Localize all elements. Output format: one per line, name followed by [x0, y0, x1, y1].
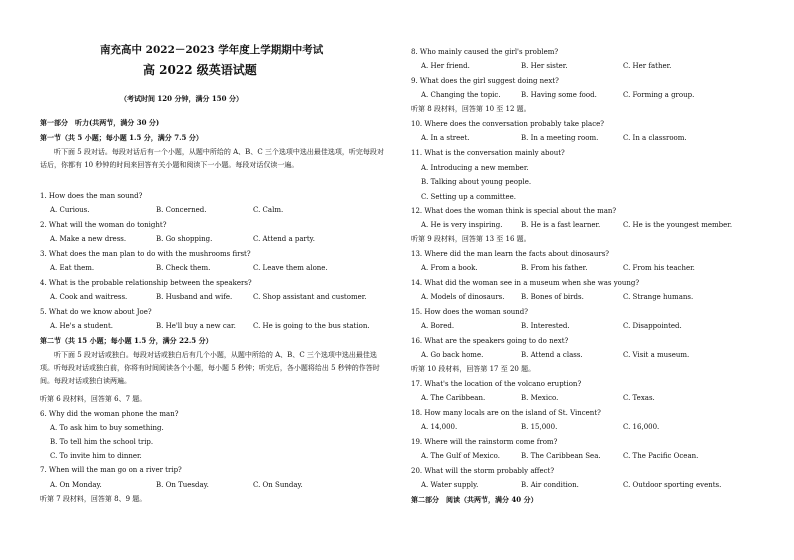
question-19: 19. Where will the rainstorm come from?: [411, 438, 558, 446]
q2-option-c: C. Attend a party.: [253, 235, 315, 243]
q2-option-a: A. Make a new dress.: [50, 235, 127, 243]
q17-option-c: C. Texas.: [623, 394, 655, 402]
question-5: 5. What do we know about Joe?: [40, 308, 152, 316]
q9-option-b: B. Having some food.: [521, 91, 597, 99]
q16-option-c: C. Visit a museum.: [623, 351, 690, 359]
material-10: 听第 10 段材料，回答第 17 至 20 题。: [411, 365, 536, 373]
question-17: 17. What's the location of the volcano eruption?: [411, 380, 582, 388]
q6-option-c: C. To invite him to dinner.: [50, 452, 142, 460]
question-18: 18. How many locals are on the island of St. Vincent?: [411, 409, 601, 417]
question-1: 1. How does the man sound?: [40, 192, 143, 200]
q16-option-b: B. Attend a class.: [521, 351, 583, 359]
q12-option-b: B. He is a fast learner.: [521, 221, 601, 229]
q12-option-a: A. He is very inspiring.: [421, 221, 503, 229]
q10-option-c: C. In a classroom.: [623, 134, 687, 142]
q10-option-b: B. In a meeting room.: [521, 134, 599, 142]
q4-option-a: A. Cook and waitress.: [50, 293, 128, 301]
question-2: 2. What will the woman do tonight?: [40, 221, 167, 229]
q4-option-b: B. Husband and wife.: [156, 293, 233, 301]
question-11: 11. What is the conversation mainly about?: [411, 149, 565, 157]
question-13: 13. Where did the man learn the facts about dinosaurs?: [411, 250, 610, 258]
exam-time-note: （考试时间 120 分钟，满分 150 分）: [120, 94, 243, 103]
q7-option-b: B. On Tuesday.: [156, 481, 209, 489]
q1-option-b: B. Concerned.: [156, 206, 207, 214]
q3-option-b: B. Check them.: [156, 264, 211, 272]
q18-option-a: A. 14,000.: [421, 423, 458, 431]
question-12: 12. What does the woman think is special about the man?: [411, 207, 617, 215]
q16-option-a: A. Go back home.: [421, 351, 484, 359]
node2-instructions: 听下面 5 段对话或独白。每段对话或独白后有几个小题，从题中所给的 A、B、C 三个选项中选出最佳选项。听每段对话或独白前，你将有时间阅读各个小题，每小题 5 秒钟；听完后，各小题将给出 5 秒钟的作答时间。每段对话或独白读两遍。: [40, 351, 380, 385]
question-3: 3. What does the man plan to do with the mushrooms first?: [40, 250, 251, 258]
q17-option-b: B. Mexico.: [521, 394, 559, 402]
question-10: 10. Where does the conversation probably take place?: [411, 120, 605, 128]
q19-option-c: C. The Pacific Ocean.: [623, 452, 699, 460]
node1-heading: 第一节（共 5 小题；每小题 1.5 分，满分 7.5 分）: [40, 133, 203, 142]
question-4: 4. What is the probable relationship between the speakers?: [40, 279, 252, 287]
q10-option-a: A. In a street.: [421, 134, 470, 142]
q7-option-c: C. On Sunday.: [253, 481, 303, 489]
q8-option-b: B. Her sister.: [521, 62, 568, 70]
q8-option-c: C. Her father.: [623, 62, 672, 70]
q20-option-a: A. Water supply.: [421, 481, 479, 489]
part1-heading: 第一部分 听力(共两节，满分 30 分): [40, 118, 160, 127]
q5-option-c: C. He is going to the bus station.: [253, 322, 370, 330]
q13-option-a: A. From a book.: [421, 264, 478, 272]
node2-heading: 第二节（共 15 小题；每小题 1.5 分，满分 22.5 分）: [40, 336, 213, 345]
q15-option-c: C. Disappointed.: [623, 322, 682, 330]
question-15: 15. How does the woman sound?: [411, 308, 529, 316]
q12-option-c: C. He is the youngest member.: [623, 221, 733, 229]
q14-option-b: B. Bones of birds.: [521, 293, 584, 301]
q9-option-c: C. Forming a group.: [623, 91, 695, 99]
q3-option-c: C. Leave them alone.: [253, 264, 328, 272]
material-9: 听第 9 段材料，回答第 13 至 16 题。: [411, 235, 531, 243]
q1-option-a: A. Curious.: [50, 206, 90, 214]
q9-option-a: A. Changing the topic.: [421, 91, 501, 99]
q20-option-b: B. Air condition.: [521, 481, 579, 489]
question-8: 8. Who mainly caused the girl's problem?: [411, 48, 559, 56]
q1-option-c: C. Calm.: [253, 206, 284, 214]
q15-option-b: B. Interested.: [521, 322, 570, 330]
q19-option-a: A. The Gulf of Mexico.: [421, 452, 500, 460]
material-7: 听第 7 段材料，回答第 8、9 题。: [40, 495, 147, 503]
q15-option-a: A. Bored.: [421, 322, 455, 330]
q14-option-c: C. Strange humans.: [623, 293, 694, 301]
question-6: 6. Why did the woman phone the man?: [40, 410, 179, 418]
q19-option-b: B. The Caribbean Sea.: [521, 452, 601, 460]
q5-option-b: B. He'll buy a new car.: [156, 322, 236, 330]
q11-option-c: C. Setting up a committee.: [421, 193, 516, 201]
exam-title: 南充高中 2022－2023 学年度上学期期中考试: [100, 44, 324, 56]
material-6: 听第 6 段材料，回答第 6、7 题。: [40, 395, 147, 403]
question-7: 7. When will the man go on a river trip?: [40, 466, 182, 474]
node1-instructions: 听下面 5 段对话。每段对话后有一个小题，从题中所给的 A、B、C 三个选项中选出最佳选项，听完每段对话后，你都有 10 秒钟的时间来回答有关小题和阅读下一小题。每段对话仅读一遍。: [40, 148, 384, 169]
q11-option-b: B. Talking about young people.: [421, 178, 532, 186]
q5-option-a: A. He's a student.: [50, 322, 113, 330]
question-14: 14. What did the woman see in a museum when she was young?: [411, 279, 640, 287]
exam-subject-title: 高 2022 级英语试题: [143, 63, 257, 77]
q3-option-a: A. Eat them.: [50, 264, 95, 272]
q6-option-a: A. To ask him to buy something.: [50, 424, 164, 432]
question-9: 9. What does the girl suggest doing next?: [411, 77, 559, 85]
q17-option-a: A. The Caribbean.: [421, 394, 486, 402]
q20-option-c: C. Outdoor sporting events.: [623, 481, 722, 489]
q13-option-c: C. From his teacher.: [623, 264, 695, 272]
q18-option-b: B. 15,000.: [521, 423, 558, 431]
q4-option-c: C. Shop assistant and customer.: [253, 293, 367, 301]
q6-option-b: B. To tell him the school trip.: [50, 438, 154, 446]
q2-option-b: B. Go shopping.: [156, 235, 213, 243]
q8-option-a: A. Her friend.: [421, 62, 470, 70]
q18-option-c: C. 16,000.: [623, 423, 660, 431]
q11-option-a: A. Introducing a new member.: [421, 164, 529, 172]
q7-option-a: A. On Monday.: [50, 481, 102, 489]
part2-heading: 第二部分 阅读（共两节，满分 40 分）: [411, 495, 538, 504]
question-20: 20. What will the storm probably affect?: [411, 467, 555, 475]
question-16: 16. What are the speakers going to do next?: [411, 337, 569, 345]
q14-option-a: A. Models of dinosaurs.: [421, 293, 505, 301]
material-8: 听第 8 段材料，回答第 10 至 12 题。: [411, 105, 531, 113]
q13-option-b: B. From his father.: [521, 264, 588, 272]
